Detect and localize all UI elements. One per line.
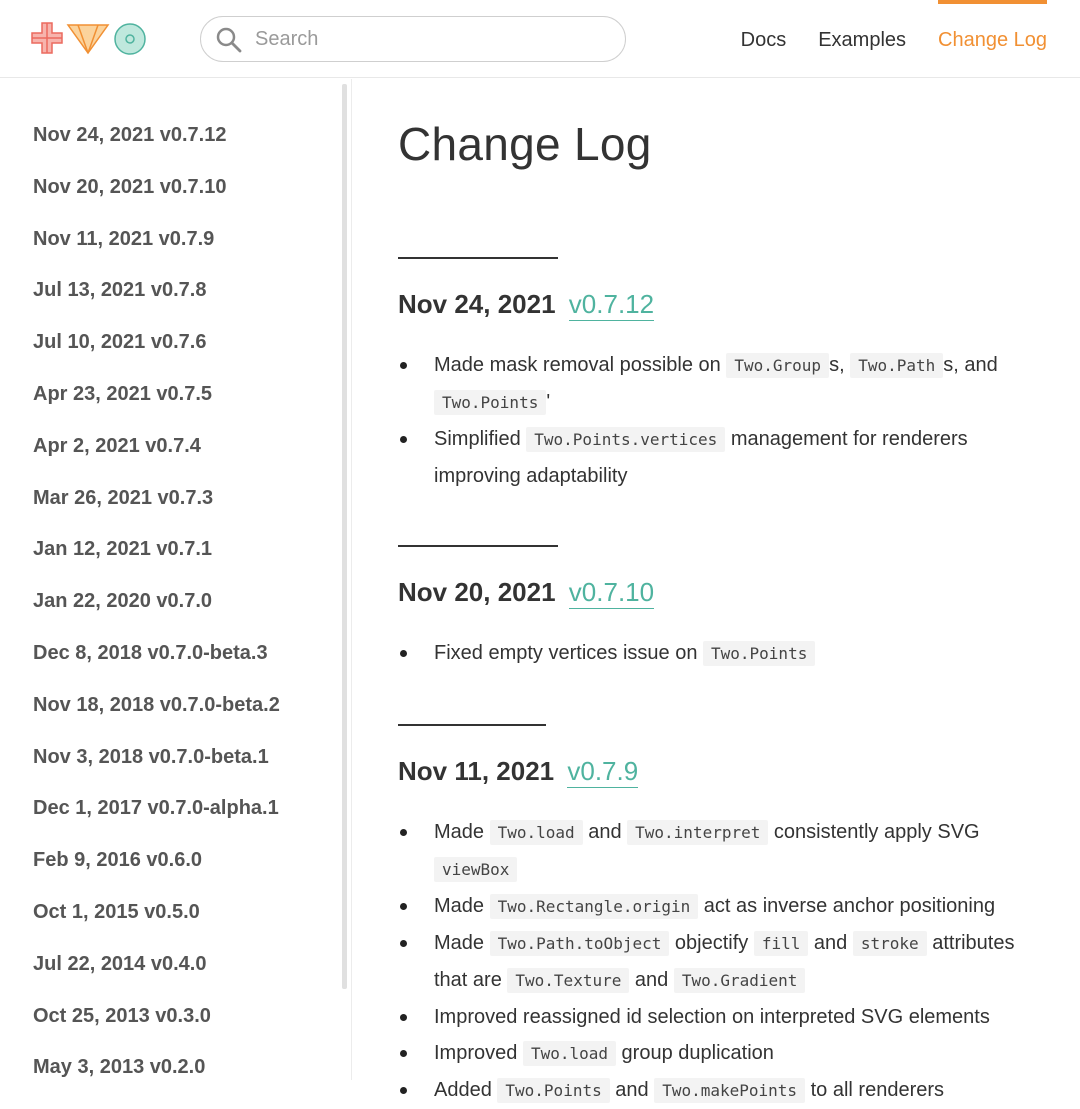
release-notes <box>398 635 1048 672</box>
list-item: Made Two.Path.toObject objectify fill and stroke attributes that are Two.Texture and Two.Gradient <box>398 925 1048 999</box>
sidebar-item[interactable]: Jul 13, 2021 v0.7.8 <box>33 279 207 302</box>
search-icon <box>215 26 243 54</box>
sidebar-item[interactable]: Jul 22, 2014 v0.4.0 <box>33 952 207 975</box>
release-version-link[interactable]: v0.7.12 <box>568 289 655 319</box>
sidebar-item[interactable]: Jan 22, 2020 v0.7.0 <box>33 590 213 613</box>
sidebar-item[interactable]: Oct 1, 2015 v0.5.0 <box>33 900 200 923</box>
release-heading <box>398 577 1048 607</box>
sidebar-item[interactable]: Dec 1, 2017 v0.7.0-alpha.1 <box>33 797 279 820</box>
changelog-sidebar <box>0 79 352 1080</box>
sidebar-item[interactable]: Nov 18, 2018 v0.7.0-beta.2 <box>33 693 280 716</box>
code-snippet: stroke <box>853 931 927 956</box>
sidebar-item[interactable]: Apr 2, 2021 v0.7.4 <box>33 434 201 457</box>
list-item: Made Two.load and Two.interpret consistently apply SVG viewBox <box>398 814 1048 888</box>
list-item: Added Two.Points and Two.makePoints to all renderers <box>398 1072 1048 1109</box>
code-snippet: Two.load <box>490 820 583 845</box>
list-item: Simplified Two.Points.vertices management for renderers improving adaptability <box>398 421 1048 494</box>
release-section <box>398 257 1048 494</box>
sidebar-item[interactable]: Mar 26, 2021 v0.7.3 <box>33 486 214 509</box>
sidebar-item[interactable]: Nov 3, 2018 v0.7.0-beta.1 <box>33 745 269 768</box>
plus-shape <box>32 23 62 53</box>
code-snippet: Two.Points <box>703 641 815 666</box>
page-title: Change Log <box>398 118 652 170</box>
code-snippet: Two.Points <box>434 390 546 415</box>
code-snippet: Two.Gradient <box>674 968 806 993</box>
release-version-link[interactable]: v0.7.9 <box>567 756 639 786</box>
release-heading <box>398 289 1048 319</box>
code-snippet: Two.Path <box>850 353 943 378</box>
code-snippet: fill <box>754 931 809 956</box>
two-js-logo[interactable] <box>30 20 150 58</box>
release-date: Nov 20, 2021 <box>398 577 556 607</box>
release-date: Nov 24, 2021 <box>398 289 556 319</box>
section-divider <box>398 545 558 547</box>
main-nav <box>709 0 1047 78</box>
list-item: Improved Two.load group duplication <box>398 1035 1048 1072</box>
list-item: Made Two.Rectangle.origin act as inverse anchor positioning <box>398 888 1048 925</box>
nav-change-log[interactable]: Change Log <box>938 0 1047 78</box>
release-notes <box>398 814 1048 1109</box>
code-snippet: Two.load <box>523 1041 616 1066</box>
code-snippet: Two.makePoints <box>654 1078 805 1103</box>
sidebar-item[interactable]: Jan 12, 2021 v0.7.1 <box>33 538 213 561</box>
release-notes <box>398 347 1048 494</box>
top-header <box>0 0 1080 78</box>
changelog-content <box>398 79 1048 1101</box>
sidebar-item[interactable]: May 3, 2013 v0.2.0 <box>33 1056 206 1079</box>
sidebar-item[interactable]: Nov 24, 2021 v0.7.12 <box>33 124 227 146</box>
list-item: Improved reassigned id selection on interpreted SVG elements <box>398 999 1048 1035</box>
list-item: Fixed empty vertices issue on Two.Points <box>398 635 1048 672</box>
section-divider <box>398 724 546 726</box>
release-heading <box>398 756 1048 786</box>
sidebar-item[interactable]: Dec 8, 2018 v0.7.0-beta.3 <box>33 641 268 664</box>
nav-examples[interactable]: Examples <box>818 29 907 51</box>
list-item: Made mask removal possible on Two.Group s, Two.Path s, and Two.Points ' <box>398 347 1048 421</box>
code-snippet: viewBox <box>434 857 517 882</box>
sidebar-item[interactable]: Apr 23, 2021 v0.7.5 <box>33 382 213 405</box>
triangle-shape <box>68 25 108 53</box>
search-box[interactable] <box>200 16 626 62</box>
code-snippet: Two.Rectangle.origin <box>490 894 699 919</box>
sidebar-scrollbar[interactable] <box>342 84 347 989</box>
code-snippet: Two.interpret <box>627 820 768 845</box>
circle-shape <box>115 24 145 54</box>
code-snippet: Two.Points.vertices <box>526 427 725 452</box>
sidebar-item[interactable]: Nov 20, 2021 v0.7.10 <box>33 175 227 198</box>
release-section <box>398 724 1048 1109</box>
section-divider <box>398 257 558 259</box>
code-snippet: Two.Texture <box>507 968 629 993</box>
release-date: Nov 11, 2021 <box>398 756 555 786</box>
code-snippet: Two.Path.toObject <box>490 931 670 956</box>
code-snippet: Two.Group <box>726 353 829 378</box>
nav-docs[interactable]: Docs <box>740 29 787 51</box>
release-version-link[interactable]: v0.7.10 <box>568 577 655 607</box>
sidebar-item[interactable]: Jul 10, 2021 v0.7.6 <box>33 331 207 354</box>
code-snippet: Two.Points <box>497 1078 609 1103</box>
sidebar-item[interactable]: Nov 11, 2021 v0.7.9 <box>33 227 215 250</box>
search-input[interactable] <box>255 25 605 53</box>
release-section <box>398 545 1048 672</box>
release-list <box>33 123 280 1107</box>
sidebar-item[interactable]: Oct 25, 2013 v0.3.0 <box>33 1004 211 1027</box>
sidebar-item[interactable]: Feb 9, 2016 v0.6.0 <box>33 849 203 872</box>
